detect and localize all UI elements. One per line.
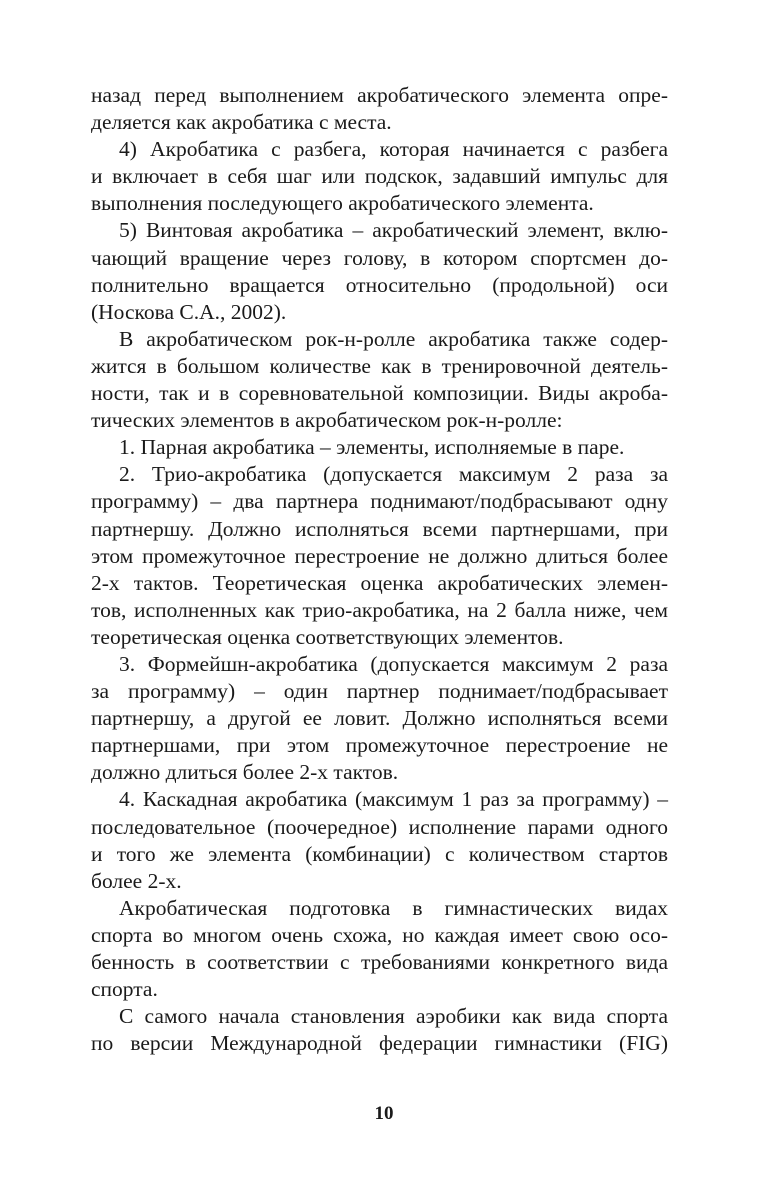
- text-line: полнительно вращается относительно (продольной) оси: [91, 272, 668, 297]
- text-line: ности, так и в соревновательной композиции. Виды акроба-: [91, 381, 668, 406]
- text-line: спорта.: [91, 977, 158, 1002]
- text-line: партнершу, а другой ее ловит. Должно исполняться всеми: [91, 706, 668, 731]
- text-line: последовательное (поочередное) исполнение парами одного: [91, 814, 668, 839]
- text-line: Акробатическая подготовка в гимнастических видах: [119, 895, 668, 920]
- text-line: и включает в себя шаг или подскок, задавший импульс для: [91, 164, 668, 189]
- text-line: назад перед выполнением акробатического элемента опре-: [91, 83, 668, 107]
- text-line: 2. Трио-акробатика (допускается максимум 2 раза за: [119, 462, 668, 487]
- text-line: партнершу. Должно исполняться всеми партнершами, при: [91, 516, 668, 541]
- text-line: спорта во многом очень схожа, но каждая имеет свою осо-: [91, 922, 668, 947]
- text-line: В акробатическом рок-н-ролле акробатика также содер-: [119, 326, 668, 351]
- text-line: 1. Парная акробатика – элементы, исполняемые в паре.: [119, 435, 625, 460]
- text-line: 4) Акробатика с разбега, которая начинается с разбега: [119, 137, 668, 162]
- text-line: деляется как акробатика с места.: [91, 110, 392, 135]
- text-line: выполнения последующего акробатического элемента.: [91, 191, 594, 216]
- text-line: за программу) – один партнер поднимает/подбрасывает: [91, 679, 668, 704]
- text-line: по версии Международной федерации гимнастики (FIG): [91, 1031, 668, 1056]
- text-line: тических элементов в акробатическом рок-н-ролле:: [91, 408, 563, 433]
- body-text: [91, 82, 668, 1057]
- page-number: 10: [374, 1103, 394, 1124]
- text-line: и того же элемента (комбинации) с количеством стартов: [91, 841, 668, 866]
- text-line: (Носкова С.А., 2002).: [91, 299, 287, 324]
- text-line: жится в большом количестве как в тренировочной деятель-: [91, 353, 668, 378]
- text-line: С самого начала становления аэробики как вида спорта: [119, 1004, 668, 1029]
- text-line: теоретическая оценка соответствующих элементов.: [91, 624, 564, 649]
- text-line: бенность в соответствии с требованиями конкретного вида: [91, 950, 668, 974]
- text-line: должно длиться более 2-х тактов.: [91, 760, 399, 785]
- text-line: программу) – два партнера поднимают/подбрасывают одну: [91, 489, 668, 514]
- text-line: 2-х тактов. Теоретическая оценка акробатических элемен-: [91, 570, 668, 595]
- text-line: этом промежуточное перестроение не должно длиться более: [91, 543, 668, 568]
- text-line: тов, исполненных как трио-акробатика, на 2 балла ниже, чем: [91, 597, 668, 622]
- text-line: чающий вращение через голову, в котором спортсмен до-: [91, 245, 668, 270]
- text-line: 4. Каскадная акробатика (максимум 1 раз за программу) –: [119, 787, 668, 812]
- text-line: партнершами, при этом промежуточное перестроение не: [91, 733, 668, 758]
- text-line: более 2-х.: [91, 868, 182, 893]
- text-line: 3. Формейшн-акробатика (допускается максимум 2 раза: [119, 651, 668, 676]
- text-line: 5) Винтовая акробатика – акробатический элемент, вклю-: [119, 218, 668, 243]
